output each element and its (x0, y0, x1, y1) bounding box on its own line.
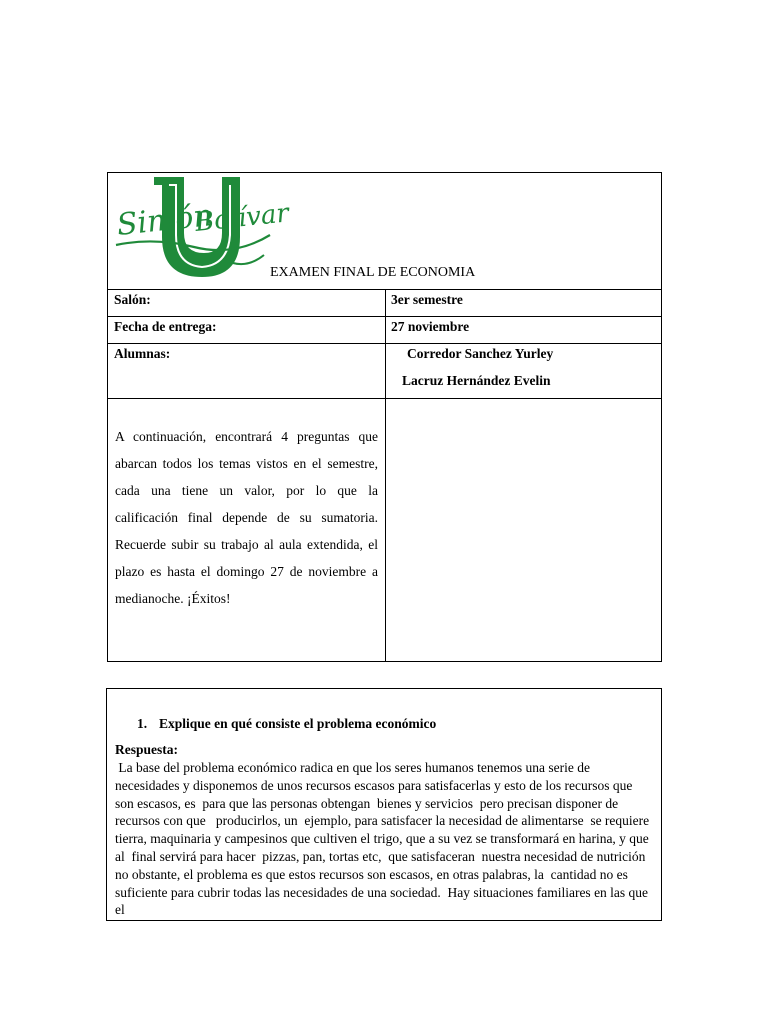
question-box (106, 688, 662, 921)
question-number: 1. (137, 716, 148, 731)
alumnas-label: Alumnas: (114, 346, 171, 361)
svg-text:Bolívar: Bolívar (193, 198, 291, 238)
salon-value: 3er semestre (391, 292, 463, 307)
student-name: Corredor Sanchez Yurley (407, 346, 554, 361)
answer-label: Respuesta: (115, 742, 178, 757)
question-title (137, 716, 436, 732)
university-logo (114, 175, 291, 279)
student-name: Lacruz Hernández Evelin (402, 373, 551, 388)
question-text: Explique en qué consiste el problema económico (159, 716, 437, 731)
answer-text: La base del problema económico radica en que los seres humanos tenemos una serie de necesidades y disponemos de unos recursos escasos para satisfacerlas y esto de los recursos que son escasos, es para que las personas obtengan bienes y servicios pero precisan disponer de recursos con que producirlos, un ejemplo, para satisfacer la necesidad de alimentarse se requiere tierra, maquinaria y campesinos que cultiven el trigo, que a su vez se transformará en harina, y que al final servirá para hacer pizzas, pan, tortas etc, que satisfaceran nuestra necesidad de nutrición no obstante, el problema es que estos recursos son escasos, en otras palabras, la cantidad no es suficiente para cubrir todas las necesidades de una sociedad. Hay situaciones familiares en las que el (115, 760, 653, 918)
instructions-text: A continuación, encontrará 4 preguntas que abarcan todos los temas vistos en el semestre, cada una tiene un valor, por lo que la calificación final depende de su sumatoria. Recuerde subir su trabajo al aula extendida, el plazo es hasta el domingo 27 de noviembre a medianoche. ¡Éxitos! (115, 429, 378, 606)
fecha-value: 27 noviembre (391, 319, 470, 334)
logo-row (108, 173, 661, 290)
exam-title: EXAMEN FINAL DE ECONOMIA (270, 265, 476, 280)
salon-label: Salón: (114, 292, 151, 307)
logo-script-text: Simón (115, 198, 215, 243)
fecha-label: Fecha de entrega: (114, 319, 217, 334)
column-divider (385, 290, 386, 661)
header-table (107, 172, 662, 662)
